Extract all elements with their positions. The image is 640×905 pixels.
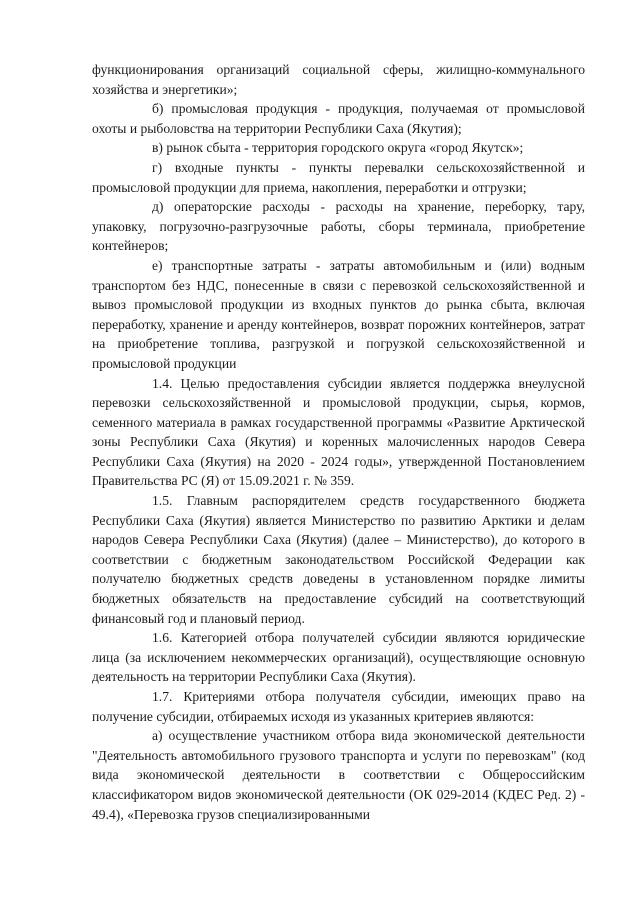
paragraph-1-4-purpose: 1.4. Целью предоставления субсидии является поддержка внеулусной перевозки сельскохозяйственной и промысловой продукции, сырья, кормов, семенного материала в рамках государственной программы «Развитие Арктической зоны Республики Саха (Якутия) и коренных малочисленных народов Севера Республики Саха (Якутия) на 2020 - 2024 годы», утвержденной Постановлением Правительства РС (Я) от 15.09.2021 г. № 359. — [92, 375, 585, 489]
paragraph-e-transport-costs: е) транспортные затраты - затраты автомобильным и (или) водным транспортом без НДС, понесенные в связи с перевозкой сельскохозяйственной и вывоз промысловой продукции из входных пунктов до рынка сбыта, включая переработку, хранение и аренду контейнеров, возврат порожних контейнеров, затрат на приобретение топлива, разгрузкой и погрузкой сельскохозяйственной и промысловой продукции — [92, 257, 585, 371]
paragraph-d-operator-costs: д) операторские расходы - расходы на хранение, переборку, тару, упаковку, погрузочно-разгрузочные работы, сборы терминала, приобретение контейнеров; — [92, 199, 585, 254]
paragraph-v-sales-market: в) рынок сбыта - территория городского округа «город Якутск»; — [152, 140, 524, 156]
paragraph-g-entry-points: г) входные пункты - пункты перевалки сельскохозяйственной и промысловой продукции для приема, накопления, переработки и отгрузки; — [92, 159, 585, 195]
paragraph-1-7-criteria: 1.7. Критериями отбора получателя субсидии, имеющих право на получение субсидии, отбираемых исходя из указанных критериев являются: — [92, 689, 585, 724]
paragraph-b-fishing-products: б) промысловая продукция - продукция, получаемая от промысловой охоты и рыболовства на территории Республики Саха (Якутия); — [92, 101, 585, 136]
document-body — [92, 60, 585, 824]
paragraph-1-5-main-manager: 1.5. Главным распорядителем средств государственного бюджета Республики Саха (Якутия) является Министерство по развитию Арктики и делам народов Севера Республики Саха (Якутия) (далее – Министерство), до которого в соответствии с бюджетным законодательством Российской Федерации как получателю бюджетных средств доведены в установленном порядке лимиты бюджетных обязательств на предоставление субсидий на соответствующий финансовый год и плановый период. — [92, 493, 585, 626]
paragraph-a-activity: а) осуществление участником отбора вида экономической деятельности "Деятельность автомобильного грузового транспорта и услуги по перевозкам" (код вида экономической деятельности в соответствии с Общероссийским классификатором видов экономической деятельности (ОК 029-2014 (КДЕС Ред. 2) - 49.4), «Перевозка грузов специализированными — [92, 728, 585, 822]
paragraph-1-6-category: 1.6. Категорией отбора получателей субсидии являются юридические лица (за исключением некоммерческих организаций), осуществляющие основную деятельность на территории Республики Саха (Якутия). — [92, 630, 585, 685]
paragraph-continuation: функционирования организаций социальной сферы, жилищно-коммунального хозяйства и энергетики»; — [92, 62, 585, 97]
